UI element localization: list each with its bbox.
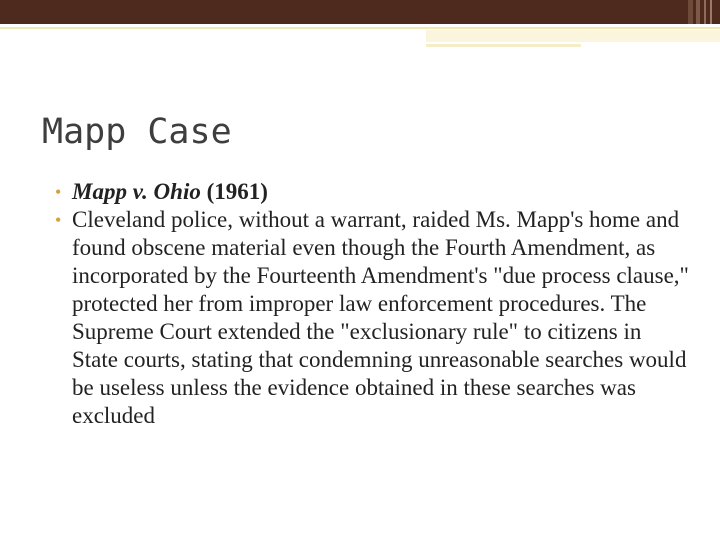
slide-title: Mapp Case: [42, 112, 232, 152]
header-stripe: [704, 0, 706, 24]
case-name: Mapp v. Ohio: [72, 179, 201, 204]
header-stripe: [688, 0, 693, 24]
bullet-list: [50, 178, 690, 430]
accent-line: [0, 27, 720, 29]
case-summary-text: Cleveland police, without a warrant, raided Ms. Mapp's home and found obscene material even though the Fourth Amendment, as incorporated by the Fourteenth Amendment's "due process clause," protected her from improper law enforcement procedures. The Supreme Court extended the "exclusionary rule" to citizens in State courts, stating that condemning unreasonable searches would be useless unless the evidence obtained in these searches was excluded: [72, 207, 689, 428]
bullet-case-summary: [50, 206, 690, 430]
bullet-case-citation: [50, 178, 690, 206]
bullet-icon: •: [55, 210, 62, 230]
accent-line-short: [426, 44, 581, 47]
case-year: (1961): [200, 179, 268, 204]
header-stripe: [710, 0, 712, 24]
header-band: [0, 0, 720, 24]
accent-block: [426, 30, 720, 42]
header-stripe: [696, 0, 700, 24]
bullet-icon: •: [55, 182, 62, 202]
